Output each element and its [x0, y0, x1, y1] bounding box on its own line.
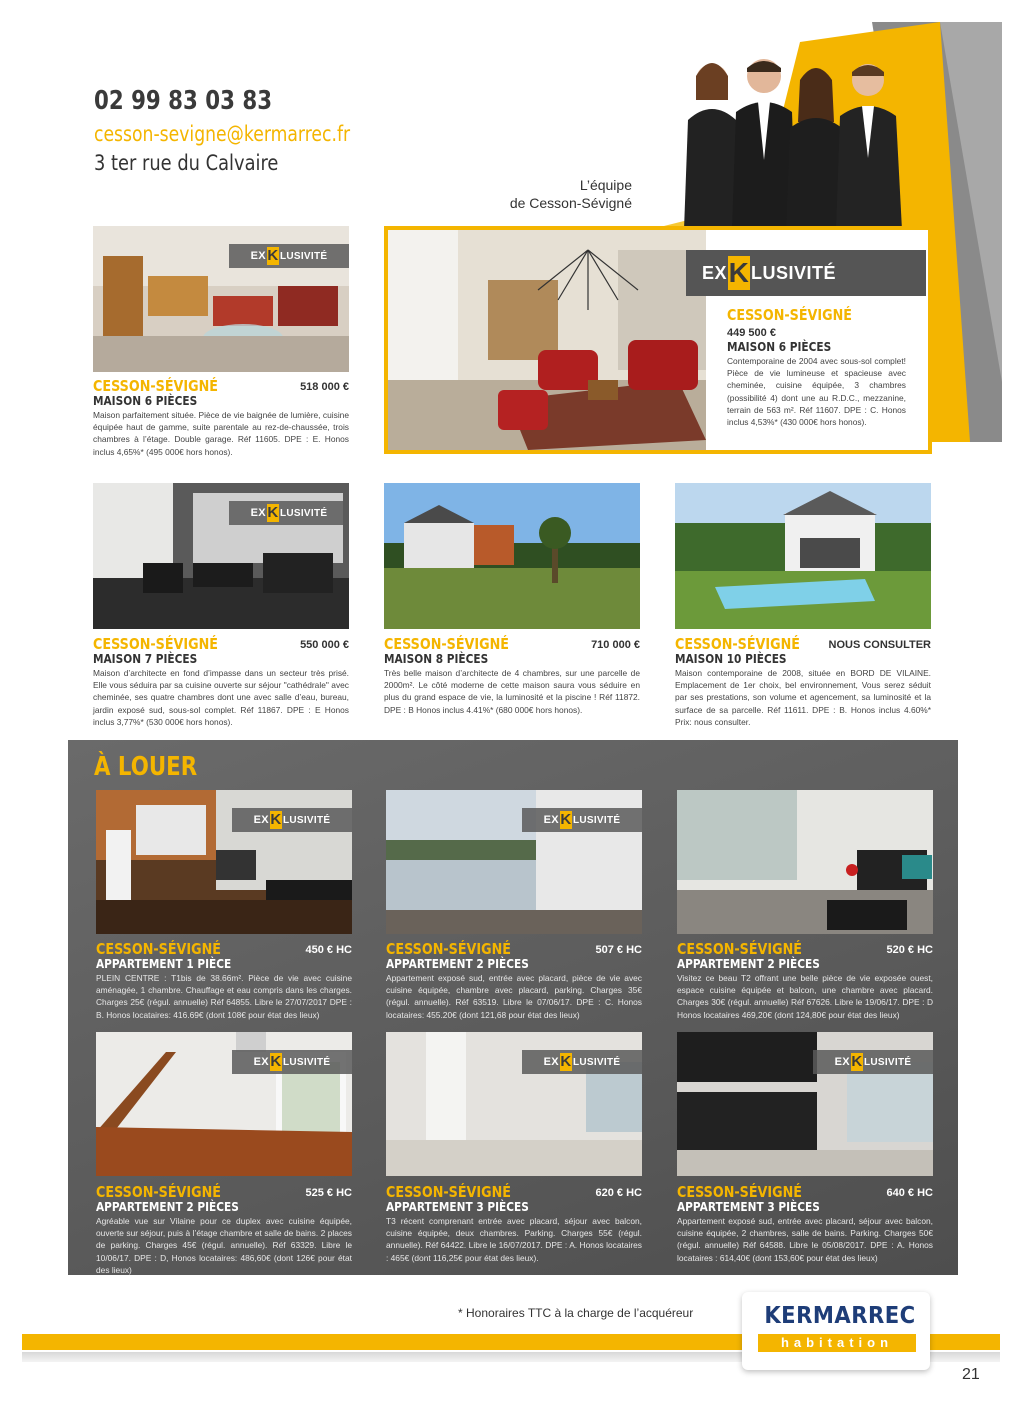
listing-city: CESSON-SÉVIGNÉ — [677, 940, 803, 958]
exclusivite-badge: EX K LUSIVITÉ — [232, 1050, 352, 1074]
exclusivite-badge: EX K LUSIVITÉ — [522, 808, 642, 832]
listing-description: Appartement exposé sud, entrée avec placard, pièce de vie avec cuisine équipée, chambre avec placard, parking. Charges 35€ (régul. annuelle). Réf 63519. Libre le 07/06/17. DPE : C. Honos locataires: 455.20€ (dont 121,68 pour état des lieux) — [386, 973, 642, 1020]
exclusivite-badge: EX K LUSIVITÉ — [813, 1050, 933, 1074]
listing-type: APPARTEMENT 2 PIÈCES — [386, 957, 529, 971]
listing-photo[interactable] — [93, 483, 349, 629]
listing-description: Agréable vue sur Vilaine pour ce duplex avec cuisine équipée, ouverte sur séjour, puis à l’étage chambre et salle de bains. 2 places de parking. Charges 45€ (régul. annuelle). Réf 63329. Libre le 10/06/17. DPE : D, Honos locataires: 486,60€ (dont 126€ pour état des lieux) — [96, 1216, 352, 1275]
listing-description: Très belle maison d’architecte de 4 chambres, sur une parcelle de 2000m². Le côté moderne de cette maison saura vous séduire en plus du grand espace de vie, la luminosité et la piscine ! Réf 11872. DPE : B Honos inclus 4.41%* (680 000€ hors honos). — [384, 668, 640, 715]
exclusivite-badge: EX K LUSIVITÉ — [229, 501, 349, 525]
listing-description: Visitez ce beau T2 offrant une belle pièce de vie exposée ouest, espace cuisine équipée et balcon, une chambre avec placard. Charges 30€ (régul. annuelle) Réf 67626. Libre le 19/06/17. DPE : D Honos locataires 469,20€ (dont 124,80€ pour état des lieux) — [677, 973, 933, 1020]
listing-photo[interactable] — [96, 790, 352, 934]
listing-description: PLEIN CENTRE : T1bis de 38.66m². Pièce de vie avec cuisine aménagée, 1 chambre. Chauffage et eau compris dans les charges. Charges 25€ (régul. annuelle) Réf 64855. Libre le 27/07/2017 DPE : B. Honos locataires: 416.69€ (dont 108€ pour état des lieux) — [96, 973, 352, 1020]
listing-price: 449 500 € — [727, 327, 776, 339]
page-number: 21 — [962, 1366, 980, 1383]
exclusivite-badge: EX K LUSIVITÉ — [232, 808, 352, 832]
team-caption — [480, 176, 632, 212]
team-photo — [640, 40, 940, 230]
listing-type: APPARTEMENT 2 PIÈCES — [96, 1200, 239, 1214]
listing-description: T3 récent comprenant entrée avec placard, séjour avec balcon, cuisine équipée, deux chambres. Parking. Charges 55€ (régul. annuelle). Réf 64422. Libre le 16/07/2017. DPE : A. Honos locataires : 465€ (dont 116,25€ pour état des lieux). — [386, 1216, 642, 1263]
fees-footnote: * Honoraires TTC à la charge de l’acquéreur — [458, 1306, 694, 1320]
listing-price: 710 000 € — [591, 639, 640, 651]
listing-city: CESSON-SÉVIGNÉ — [677, 1183, 803, 1201]
agency-phone: 02 99 83 03 83 — [94, 86, 273, 116]
listing-price: 525 € HC — [305, 1187, 352, 1199]
exclusivite-badge: EX K LUSIVITÉ — [229, 244, 349, 268]
listing-price: 507 € HC — [595, 944, 642, 956]
house-garden-photo — [384, 483, 640, 629]
listing-city: CESSON-SÉVIGNÉ — [93, 635, 219, 653]
rent-section-title: À LOUER — [94, 752, 198, 782]
listing-price: 450 € HC — [305, 944, 352, 956]
listing-type: MAISON 10 PIÈCES — [675, 652, 787, 666]
listing-type: MAISON 6 PIÈCES — [727, 340, 832, 354]
listing-photo[interactable] — [384, 483, 640, 629]
listing-description: Maison d’architecte en fond d’impasse dans un secteur très prisé. Elle vous séduira par sa cuisine ouverte sur séjour "cathédrale" avec cheminée, ses quatre chambres dont une avec salle d’eau, bureau, jardin exposé sud, sous-sol complet. Réf 11867. DPE : E Honos inclus 3,77%* (530 000€ hors honos). — [93, 668, 349, 727]
listing-description: Maison contemporaine de 2008, située en BORD DE VILAINE. Emplacement de 1er choix, bel environnement, Vous serez séduit par ses prestations, son volume et agencement, sa luminosité et la surface de sa parcelle. Réf 11611. DPE : B. Honos inclus 4.60%* Prix: nous consulter. — [675, 668, 931, 727]
agency-email[interactable]: cesson-sevigne@kermarrec.fr — [94, 122, 351, 146]
listing-type: MAISON 6 PIÈCES — [93, 394, 198, 408]
listing-city: CESSON-SÉVIGNÉ — [384, 635, 510, 653]
listing-photo[interactable] — [388, 230, 706, 450]
listing-city: CESSON-SÉVIGNÉ — [96, 940, 222, 958]
listing-type: MAISON 8 PIÈCES — [384, 652, 489, 666]
listing-city: CESSON-SÉVIGNÉ — [93, 377, 219, 395]
agency-address: 3 ter rue du Calvaire — [94, 151, 279, 175]
listing-city: CESSON-SÉVIGNÉ — [727, 306, 853, 324]
listing-photo[interactable] — [386, 790, 642, 934]
listing-city: CESSON-SÉVIGNÉ — [675, 635, 801, 653]
exclusivite-badge: EX K LUSIVITÉ — [522, 1050, 642, 1074]
living-room-photo — [388, 230, 706, 450]
listing-type: MAISON 7 PIÈCES — [93, 652, 198, 666]
listing-photo[interactable] — [677, 1032, 933, 1176]
listing-price: 518 000 € — [300, 381, 349, 393]
logo-subtitle: habitation — [758, 1334, 916, 1352]
listing-price: 550 000 € — [300, 639, 349, 651]
listing-price: NOUS CONSULTER — [828, 639, 931, 651]
listing-photo[interactable] — [386, 1032, 642, 1176]
listing-photo[interactable] — [96, 1032, 352, 1176]
listing-description: Maison parfaitement située. Pièce de vie baignée de lumière, cuisine équipée haut de gamme, suite parentale au rez-de-chaussée, trois chambres à l’étage. Double garage. Réf 11605. DPE : E. Honos inclus 4,65%* (495 000€ hors honos). — [93, 410, 349, 457]
listing-price: 520 € HC — [886, 944, 933, 956]
listing-city: CESSON-SÉVIGNÉ — [96, 1183, 222, 1201]
listing-price: 620 € HC — [595, 1187, 642, 1199]
house-pool-photo — [675, 483, 931, 629]
listing-type: APPARTEMENT 1 PIÈCE — [96, 957, 232, 971]
listing-type: APPARTEMENT 3 PIÈCES — [386, 1200, 529, 1214]
team-caption-line1: L’équipe — [579, 177, 632, 193]
listing-type: APPARTEMENT 2 PIÈCES — [677, 957, 820, 971]
team-caption-line2: de Cesson-Sévigné — [509, 195, 632, 211]
listing-price: 640 € HC — [886, 1187, 933, 1199]
listing-photo[interactable] — [677, 790, 933, 934]
listing-type: APPARTEMENT 3 PIÈCES — [677, 1200, 820, 1214]
logo-name: KERMARREC — [764, 1303, 916, 1329]
listing-city: CESSON-SÉVIGNÉ — [386, 940, 512, 958]
apartment-living-photo — [677, 790, 933, 934]
listing-photo[interactable] — [675, 483, 931, 629]
listing-description: Contemporaine de 2004 avec sous-sol complet! Pièce de vie lumineuse et spacieuse avec cheminée, cuisine équipée, 3 chambres (possibilité 4) dont une au R.D.C., mezzanine, terrain de 563 m². Réf 11607. DPE : C. Honos inclus 4,53%* (430 000€ hors honos). — [727, 356, 906, 428]
exclusivite-badge-large: EX K LUSIVITÉ — [686, 250, 926, 296]
listing-photo[interactable] — [93, 226, 349, 372]
listing-description: Appartement exposé sud, entrée avec placard, séjour avec balcon, cuisine équipée, 2 chambres, salle de bains. Parking. Charges 50€ (régul. annuelle) Réf 64588. Libre le 05/08/2017. DPE : A. Honos locataires : 614,40€ (dont 153,60€ pour état des lieux) — [677, 1216, 933, 1263]
listing-city: CESSON-SÉVIGNÉ — [386, 1183, 512, 1201]
